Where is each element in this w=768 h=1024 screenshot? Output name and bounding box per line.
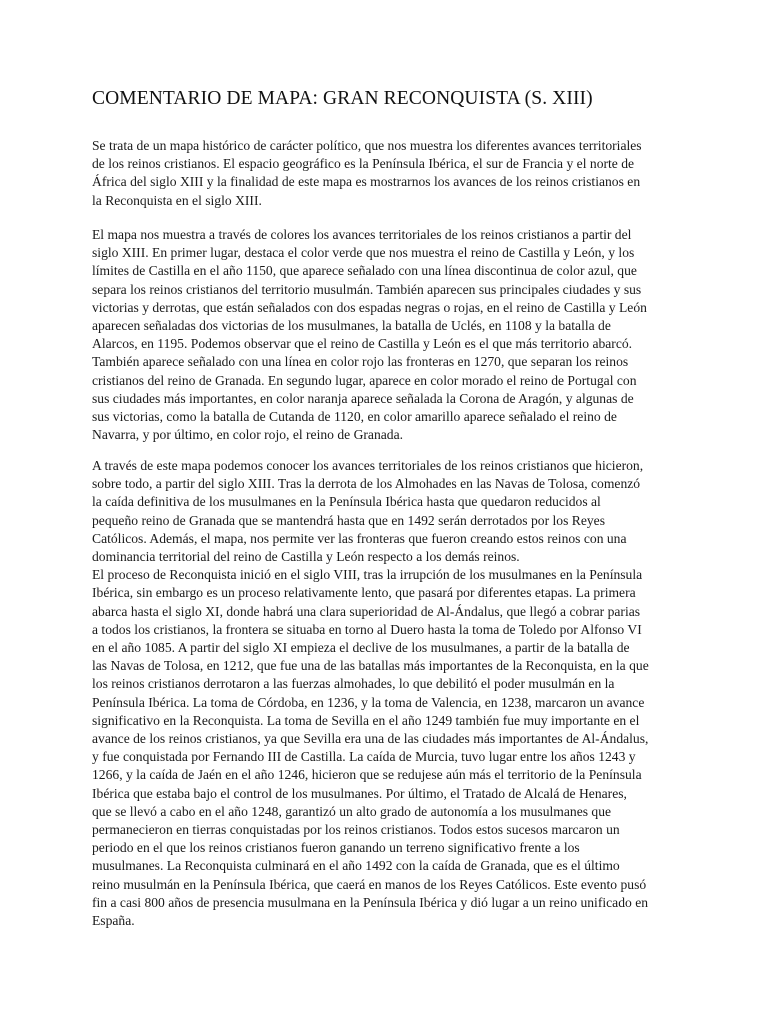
text-line: de los reinos cristianos. El espacio geográfico es la Península Ibérica, el sur de Francia y el norte de	[92, 156, 635, 172]
text-line: pequeño reino de Granada que se mantendrá hasta que en 1492 serán derrotados por los Reyes	[92, 512, 605, 528]
text-line: aparecen señaladas dos victorias de los musulmanes, la batalla de Uclés, en 1108 y la batalla de	[92, 318, 611, 334]
text-line: Navarra, y por último, en color rojo, el reino de Granada.	[92, 427, 404, 443]
text-line: Península Ibérica. La toma de Córdoba, en 1236, y la toma de Valencia, en 1238, marcaron un avance	[92, 694, 645, 710]
text-line: en el año 1085. A partir del siglo XI empieza el declive de los musulmanes, a partir de la batalla de	[92, 640, 630, 656]
text-line: sobre todo, a partir del siglo XIII. Tras la derrota de los Almohades en las Navas de Tolosa, comenzó	[92, 476, 641, 492]
text-line: reino musulmán en la Península Ibérica, que caerá en manos de los Reyes Católicos. Este evento pusó	[92, 876, 647, 892]
paragraph-historical-context	[92, 457, 682, 930]
document-title: COMENTARIO DE MAPA: GRAN RECONQUISTA (S. XIII)	[92, 88, 593, 109]
text-line: la caída definitiva de los musulmanes en la Península Ibérica hasta que quedaron reducidos al	[92, 494, 601, 510]
text-line: Alarcos, en 1195. Podemos observar que el reino de Castilla y León es el que más territorio abarcó.	[92, 336, 633, 352]
text-line: Ibérica, sin embargo es un proceso relativamente lento, que pasará por diferentes etapas. La primera	[92, 585, 636, 601]
text-line: 1266, y la caída de Jaén en el año 1246, hicieron que se redujese aún más el territorio de la Península	[92, 767, 642, 783]
text-line: la Reconquista en el siglo XIII.	[92, 192, 262, 208]
text-line: Se trata de un mapa histórico de carácter político, que nos muestra los diferentes avances territoriales	[92, 138, 642, 153]
text-line: que se llevó a cabo en el año 1248, garantizó un alto grado de autonomía a los musulmanes que	[92, 803, 612, 819]
text-line: El proceso de Reconquista inició en el siglo VIII, tras la irrupción de los musulmanes en la Península	[92, 567, 643, 583]
text-line: sus victorias, como la batalla de Cutanda de 1120, en color amarillo aparece señalado el reino de	[92, 409, 617, 425]
text-line: separa los reinos cristianos del territorio musulmán. También aparecen sus principales ciudades y sus	[92, 281, 642, 297]
text-line: Ibérica que estaba bajo el control de los musulmanes. Por último, el Tratado de Alcalá de Henares,	[92, 785, 627, 801]
text-line: dominancia territorial del reino de Castilla y León respecto a los demás reinos.	[92, 549, 520, 565]
text-line: España.	[92, 913, 135, 929]
text-line: y fue conquistada por Fernando III de Castilla. La caída de Murcia, tuvo lugar entre los años 1243 y	[92, 749, 636, 765]
text-line: periodo en el que los reinos cristianos fueron ganando un terreno significativo frente a los	[92, 840, 580, 856]
text-line: A través de este mapa podemos conocer los avances territoriales de los reinos cristianos que hicieron,	[92, 458, 644, 473]
text-line: victorias y derrotas, que están señalados con dos espadas negras o rojas, en el reino de Castilla y León	[92, 299, 647, 315]
text-line: fin a casi 800 años de presencia musulmana en la Península Ibérica y dió lugar a un reino unificado en	[92, 894, 649, 910]
text-line: avance de los reinos cristianos, ya que Sevilla era una de las ciudades más importantes de Al-Ándalus,	[92, 731, 649, 747]
text-line: África del siglo XIII y la finalidad de este mapa es mostrarnos los avances de los reinos cristianos en	[92, 174, 641, 190]
text-line: límites de Castilla en el año 1150, que aparece señalado con una línea discontinua de color azul, que	[92, 263, 637, 279]
text-line: abarca hasta el siglo XI, donde habrá una clara superioridad de Al-Ándalus, que llegó a cobrar parias	[92, 603, 641, 619]
text-line: los reinos cristianos derrotaron a las fuerzas almohades, lo que debilitó el poder musulmán en la	[92, 676, 615, 692]
text-line: Católicos. Además, el mapa, nos permite ver las fronteras que fueron creando estos reinos con una	[92, 530, 627, 546]
text-line: También aparece señalado con una línea en color rojo las fronteras en 1270, que separan los reinos	[92, 354, 629, 370]
text-line: significativo en la Reconquista. La toma de Sevilla en el año 1249 también fue muy importante en el	[92, 712, 640, 728]
text-line: permanecieron en tierras conquistadas por los reinos cristianos. Todos estos sucesos marcaron un	[92, 822, 620, 838]
text-line: cristianos del reino de Granada. En segundo lugar, aparece en color morado el reino de Portugal con	[92, 372, 637, 388]
text-line: las Navas de Tolosa, en 1212, que fue una de las batallas más importantes de la Reconquista, en la que	[92, 658, 649, 674]
text-line: El mapa nos muestra a través de colores los avances territoriales de los reinos cristianos a partir del	[92, 227, 632, 242]
paragraph-introduction	[92, 137, 682, 210]
text-line: sus ciudades más importantes, en color naranja aparece señalada la Corona de Aragón, y algunas de	[92, 390, 634, 406]
text-line: musulmanes. La Reconquista culminará en el año 1492 con la caída de Granada, que es el último	[92, 858, 620, 874]
paragraph-map-description	[92, 226, 682, 444]
text-line: siglo XIII. En primer lugar, destaca el color verde que nos muestra el reino de Castilla y León, y los	[92, 245, 635, 261]
text-line: a todos los cristianos, la frontera se situaba en torno al Duero hasta la toma de Toledo por Alfonso VI	[92, 621, 642, 637]
